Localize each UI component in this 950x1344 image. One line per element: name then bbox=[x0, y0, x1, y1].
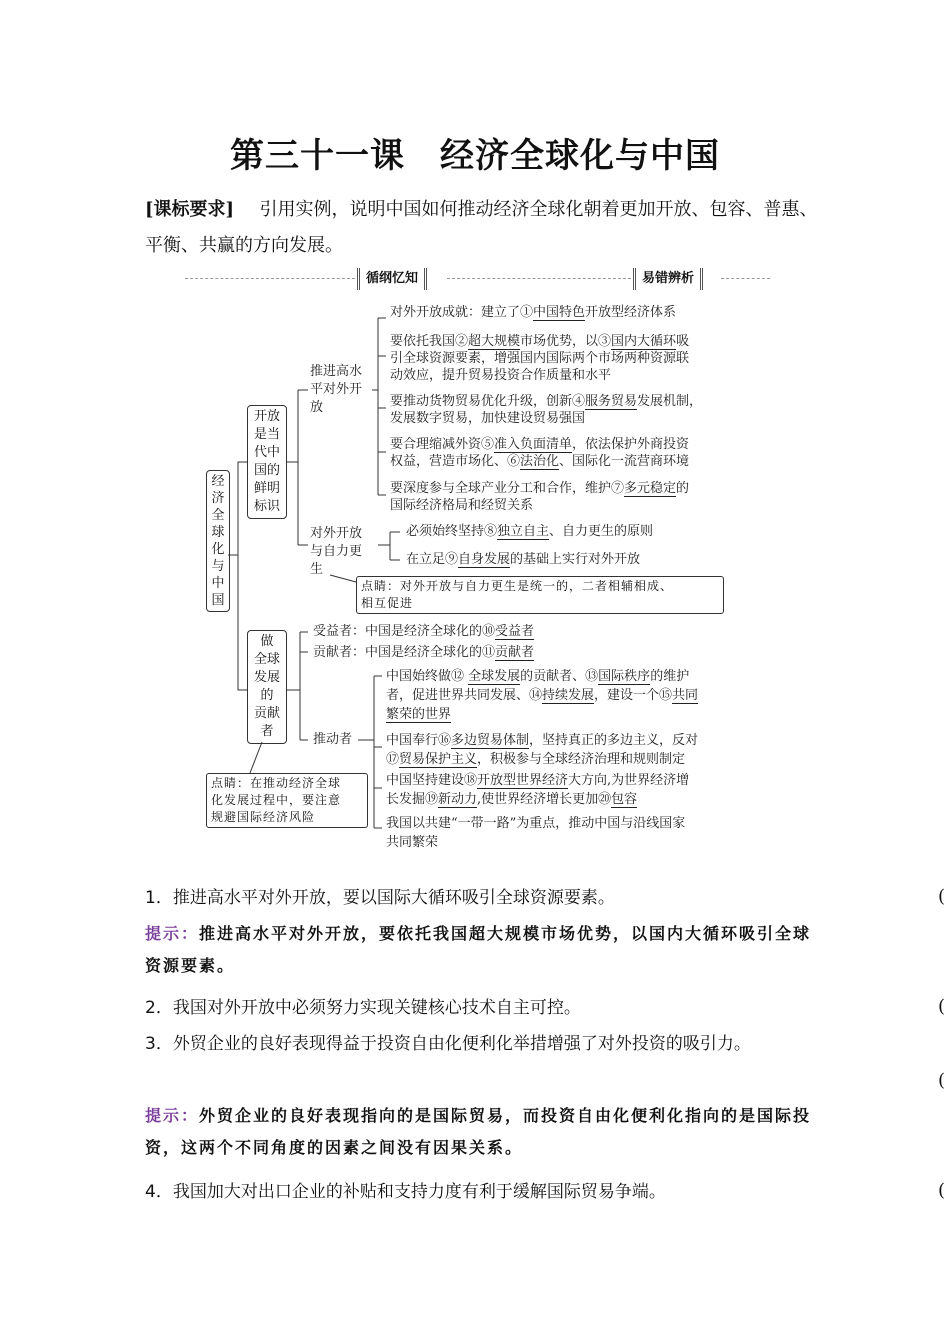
note-economic-risk: 点睛：在推动经济全球 化发展过程中，要注意 规避国际经济风险 bbox=[206, 773, 368, 828]
leaf-global-development: 中国始终做⑫ 全球发展的贡献者、⑬国际秩序的维护 者，促进世界共同发展、⑭持续发展，建设一个⑮共同 繁荣的世界 bbox=[386, 669, 699, 722]
answer-paren-2[interactable]: ( bbox=[938, 996, 946, 1017]
hint-3: 提示：外贸企业的良好表现指向的是国际贸易，而投资自由化便利化指向的是国际投资，这两个不同角度的因素之间没有因果关系。 bbox=[145, 1106, 812, 1157]
note-opening-unity: 点睛：对外开放与自力更生是统一的，二者相辅相成、 相互促进 bbox=[356, 576, 724, 614]
question-1: 1．推进高水平对外开放，要以国际大循环吸引全球资源要素。 bbox=[145, 888, 615, 908]
requirement-text: 引用实例，说明中国如何推动经济全球化朝着更加开放、包容、普惠、平衡、共赢的方向发展。 bbox=[145, 199, 818, 256]
answer-paren-3[interactable]: ( bbox=[938, 1070, 946, 1091]
leaf-belt-and-road: 我国以共建“一带一路”为重点，推动中国与沿线国家 共同繁荣 bbox=[386, 816, 686, 850]
mindmap-root: 经 济 全 球 化 与 中 国 bbox=[206, 470, 230, 612]
requirement-tag: [课标要求] bbox=[145, 199, 235, 220]
leaf-open-world-economy: 中国坚持建设⑱开放型世界经济大方向,为世界经济增 长发掘⑲新动力,使世界经济增长更加⑳包容 bbox=[386, 773, 690, 807]
page-title: 第三十一课 经济全球化与中国 bbox=[230, 136, 720, 176]
leaf-independence: 必须始终坚持⑧独立自主、自力更生的原则 bbox=[406, 524, 654, 539]
question-3: 3．外贸企业的良好表现得益于投资自由化便利化举措增强了对外投资的吸引力。 bbox=[145, 1034, 751, 1054]
node-opening-self-reliance: 对外开放 与自力更 生 bbox=[310, 526, 363, 577]
node-high-level-opening: 推进高水 平对外开 放 bbox=[310, 364, 363, 415]
question-2: 2．我国对外开放中必须努力实现关键核心技术自主可控。 bbox=[145, 998, 581, 1018]
mindmap-branch-contributor: 做 全球 发展 的 贡献 者 bbox=[247, 630, 287, 744]
answer-paren-4[interactable]: ( bbox=[938, 1180, 946, 1201]
leaf-own-development: 在立足⑨自身发展的基础上实行对外开放 bbox=[406, 552, 641, 567]
leaf-multilateral-trade: 中国奉行⑯多边贸易体制，坚持真正的多边主义，反对 ⑰贸易保护主义，积极参与全球经济治理和规则制定 bbox=[386, 733, 699, 767]
answer-paren-1[interactable]: ( bbox=[938, 886, 946, 907]
mindmap-branch-open: 开放 是当 代中 国的 鲜明 标识 bbox=[247, 405, 287, 519]
leaf-achievement: 对外开放成就：建立了①中国特色开放型经济体系 bbox=[390, 305, 677, 320]
banner-label-left: 循纲忆知 bbox=[357, 268, 427, 290]
leaf-foreign-investment: 要合理缩减外资⑤准入负面清单，依法保护外商投资 权益，营造市场化、⑥法治化、国际化一流营商环境 bbox=[390, 437, 690, 469]
leaf-beneficiary: 受益者：中国是经济全球化的⑩受益者 bbox=[313, 624, 535, 639]
hint-label: 提示： bbox=[145, 924, 200, 943]
leaf-contributor: 贡献者：中国是经济全球化的⑪贡献者 bbox=[313, 645, 535, 660]
node-promoter: 推动者 bbox=[313, 732, 353, 747]
leaf-global-division: 要深度参与全球产业分工和合作，维护⑦多元稳定的 国际经济格局和经贸关系 bbox=[390, 481, 690, 513]
question-4: 4．我国加大对出口企业的补贴和支持力度有利于缓解国际贸易争端。 bbox=[145, 1182, 666, 1202]
leaf-domestic-circulation: 要依托我国②超大规模市场优势，以③国内大循环吸 引全球资源要素，增强国内国际两个市场两种资源联 动效应，提升贸易投资合作质量和水平 bbox=[390, 334, 690, 383]
leaf-trade-upgrade: 要推动货物贸易优化升级，创新④服务贸易发展机制， 发展数字贸易，加快建设贸易强国 bbox=[390, 394, 703, 426]
banner-label-right: 易错辨析 bbox=[633, 268, 703, 290]
hint-label: 提示： bbox=[145, 1106, 200, 1125]
hint-1: 提示：推进高水平对外开放，要依托我国超大规模市场优势，以国内大循环吸引全球资源要素。 bbox=[145, 924, 812, 975]
